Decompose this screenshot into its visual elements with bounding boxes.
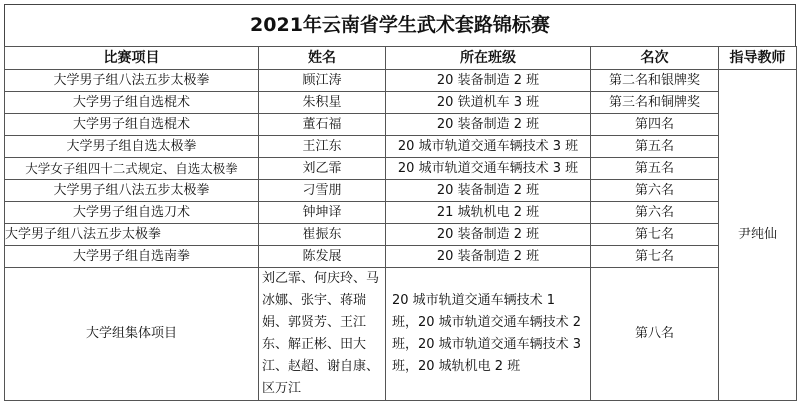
rank-cell: 第七名 xyxy=(591,224,719,246)
header-row xyxy=(5,47,797,70)
event-cell: 大学女子组四十二式规定、自选太极拳 xyxy=(5,158,259,180)
name-cell: 朱积星 xyxy=(259,92,386,114)
header-event: 比赛项目 xyxy=(5,47,259,70)
rank-cell: 第四名 xyxy=(591,114,719,136)
rank-cell: 第二名和银牌奖 xyxy=(591,70,719,92)
class-cell: 21 城轨机电 2 班 xyxy=(386,202,591,224)
class-cell: 20 装备制造 2 班 xyxy=(386,224,591,246)
group-row xyxy=(5,268,797,401)
header-teacher: 指导教师 xyxy=(719,47,797,70)
header-class: 所在班级 xyxy=(386,47,591,70)
name-cell: 钟坤译 xyxy=(259,202,386,224)
name-cell: 王江东 xyxy=(259,136,386,158)
event-cell: 大学男子组自选太极拳 xyxy=(5,136,259,158)
group-class-cell: 20 城市轨道交通车辆技术 1 班，20 城市轨道交通车辆技术 2 班，20 城市轨道交通车辆技术 3 班，20 城轨机电 2 班 xyxy=(386,268,591,401)
class-cell: 20 铁道机车 3 班 xyxy=(386,92,591,114)
rank-cell: 第六名 xyxy=(591,202,719,224)
name-cell: 刁雪朋 xyxy=(259,180,386,202)
class-cell: 20 装备制造 2 班 xyxy=(386,246,591,268)
group-event-cell: 大学组集体项目 xyxy=(5,268,259,401)
event-cell: 大学男子组八法五步太极拳 xyxy=(5,180,259,202)
event-cell: 大学男子组八法五步太极拳 xyxy=(5,224,259,246)
event-cell: 大学男子组自选棍术 xyxy=(5,114,259,136)
rank-cell: 第六名 xyxy=(591,180,719,202)
table-row xyxy=(5,158,797,180)
header-name: 姓名 xyxy=(259,47,386,70)
name-cell: 刘乙霏 xyxy=(259,158,386,180)
event-cell: 大学男子组自选南拳 xyxy=(5,246,259,268)
class-cell: 20 装备制造 2 班 xyxy=(386,114,591,136)
group-names-cell: 刘乙霏、何庆玲、马冰娜、张宇、蒋瑞娟、郭贤芳、王江东、解正彬、田大江、赵超、谢自康、区万江 xyxy=(259,268,386,401)
group-rank-cell: 第八名 xyxy=(591,268,719,401)
results-document xyxy=(4,4,796,401)
rank-cell: 第五名 xyxy=(591,158,719,180)
event-cell: 大学男子组八法五步太极拳 xyxy=(5,70,259,92)
rank-cell: 第七名 xyxy=(591,246,719,268)
table-row xyxy=(5,202,797,224)
document-title: 2021年云南省学生武术套路锦标赛 xyxy=(4,4,796,46)
class-cell: 20 装备制造 2 班 xyxy=(386,70,591,92)
table-row xyxy=(5,180,797,202)
table-row xyxy=(5,92,797,114)
table-row xyxy=(5,246,797,268)
table-row xyxy=(5,224,797,246)
results-table xyxy=(4,46,797,401)
name-cell: 顾江涛 xyxy=(259,70,386,92)
class-cell: 20 城市轨道交通车辆技术 3 班 xyxy=(386,136,591,158)
event-cell: 大学男子组自选刀术 xyxy=(5,202,259,224)
teacher-cell: 尹纯仙 xyxy=(719,70,797,401)
name-cell: 崔振东 xyxy=(259,224,386,246)
class-cell: 20 城市轨道交通车辆技术 3 班 xyxy=(386,158,591,180)
class-cell: 20 装备制造 2 班 xyxy=(386,180,591,202)
name-cell: 董石福 xyxy=(259,114,386,136)
table-row xyxy=(5,114,797,136)
table-row xyxy=(5,136,797,158)
header-rank: 名次 xyxy=(591,47,719,70)
name-cell: 陈发展 xyxy=(259,246,386,268)
event-cell: 大学男子组自选棍术 xyxy=(5,92,259,114)
table-row xyxy=(5,70,797,92)
rank-cell: 第五名 xyxy=(591,136,719,158)
rank-cell: 第三名和铜牌奖 xyxy=(591,92,719,114)
